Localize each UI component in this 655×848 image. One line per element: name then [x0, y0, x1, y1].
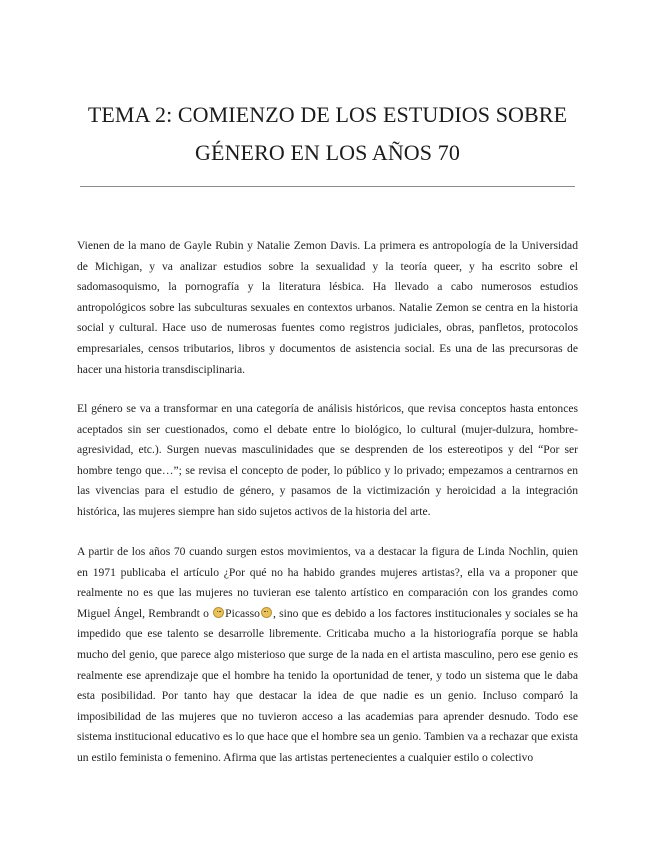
paragraph-3-part-a: A partir de los años 70 cuando surgen estos movimientos, va a destacar la figura de Linda Nochlin, quien en 1971 publicaba el artículo ¿Por qué no ha habido grandes mujeres artistas?, ella va a proponer que realmente no es que las mujeres no tuvieran ese talento artístico en comparación con los grandes como Miguel Ángel, Rembrandt o: [77, 545, 578, 620]
disappointed-face-icon: [261, 607, 272, 618]
title-divider: [80, 186, 575, 187]
page-title-line-1: TEMA 2: COMIENZO DE LOS ESTUDIOS SOBRE: [87, 102, 568, 127]
paragraph-1: Vienen de la mano de Gayle Rubin y Natalie Zemon Davis. La primera es antropología de la Universidad de Michigan, y va analizar estudios sobre la sexualidad y la teoría queer, y ha escrito sobre el sadomasoquismo, la pornografía y la literatura lésbica. Ha llevado a cabo numerosos estudios antropológicos sobre las subculturas sexuales en contextos urbanos. Natalie Zemon se centra en la historia social y cultural. Hace uso de numerosas fuentes como registros judiciales, obras, panfletos, protocolos empresariales, censos tributarios, libros y documentos de asistencia social. Es una de las precursoras de hacer una historia transdisciplinaria.: [77, 239, 578, 376]
paragraph-3-part-c: , sino que es debido a los factores institucionales y sociales se ha impedido que ese talento se desarrolle libremente. Criticaba mucho a la historiografía porque se habla mucho del genio, que parece algo misterioso que surge de la nada en el artista masculino, pero ese genio es realmente ese aprendizaje que el hombre ha tenido la oportunidad de tener, y todo un sistema que le daba esta posibilidad. Por tanto hay que destacar la idea de que nadie es un genio. Incluso comparó la imposibilidad de las mujeres que no tuvieron acceso a las academias para aprender desnudo. Todo ese sistema institucional educativo es lo que hace que el hombre sea un genio. Tambien va a rechazar que exista un estilo feminista o femenino. Afirma que las artistas pertenecientes a cualquier estilo o colectivo: [77, 606, 578, 764]
paragraph-3: [77, 542, 578, 769]
page-title-line-2: GÉNERO EN LOS AÑOS 70: [195, 140, 460, 165]
paragraph-2: El género se va a transformar en una categoría de análisis históricos, que revisa conceptos hasta entonces aceptados sin ser cuestionados, como el debate entre lo biológico, lo cultural (mujer-dulzura, hombre-agresividad, etc.). Surgen nuevas masculinidades que se desprenden de los estereotipos y del “Por ser hombre tengo que…”; se revisa el concepto de poder, lo público y lo privado; empezamos a centrarnos en las vivencias para el estudio de género, y pasamos de la victimización y heroicidad a la integración histórica, las mujeres siempre han sido sujetos activos de la historia del arte.: [77, 402, 578, 518]
disappointed-face-icon: [213, 607, 224, 618]
paragraph-3-picasso: Picasso: [225, 606, 260, 620]
